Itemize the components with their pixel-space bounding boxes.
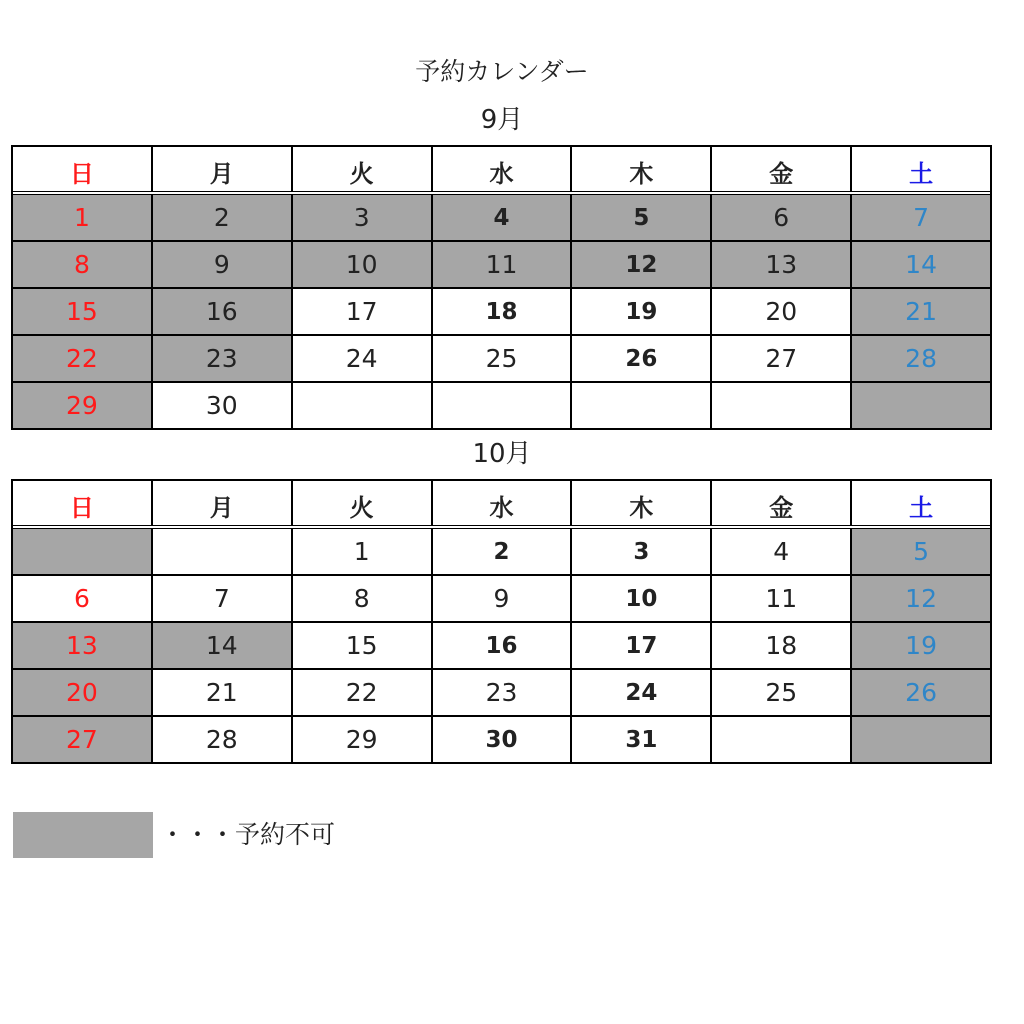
day-cell: 29 <box>291 717 431 762</box>
week-row <box>13 715 990 762</box>
month-label-october: 10月 <box>472 439 532 469</box>
empty-day-cell <box>291 383 431 428</box>
day-cell: 18 <box>710 623 850 668</box>
day-cell: 7 <box>850 195 990 240</box>
weekday-sat: 土 <box>850 481 990 525</box>
weekday-header <box>13 147 990 195</box>
weekday-tue: 火 <box>291 147 431 191</box>
empty-day-cell <box>710 383 850 428</box>
day-cell: 14 <box>151 623 291 668</box>
empty-day-cell <box>570 383 710 428</box>
week-row <box>13 195 990 240</box>
day-cell: 25 <box>431 336 571 381</box>
day-cell: 4 <box>710 529 850 574</box>
day-cell: 15 <box>13 289 151 334</box>
day-cell: 24 <box>291 336 431 381</box>
day-cell: 31 <box>570 717 710 762</box>
day-cell: 19 <box>570 289 710 334</box>
legend-unavailable-swatch <box>13 812 153 858</box>
week-row <box>13 381 990 428</box>
week-rows <box>13 195 990 428</box>
day-cell: 6 <box>73 584 90 613</box>
weekday-tue: 火 <box>291 481 431 525</box>
day-cell: 22 <box>13 336 151 381</box>
day-cell: 17 <box>570 623 710 668</box>
day-cell: 28 <box>850 336 990 381</box>
day-cell: 27 <box>710 336 850 381</box>
day-cell: 7 <box>151 576 291 621</box>
day-cell: 13 <box>13 623 151 668</box>
weekday-sat: 土 <box>850 147 990 191</box>
day-cell: 16 <box>431 623 571 668</box>
day-cell: 11 <box>710 576 850 621</box>
day-cell: 16 <box>151 289 291 334</box>
day-cell: 2 <box>431 529 571 574</box>
day-cell: 14 <box>850 242 990 287</box>
weekday-wed: 水 <box>431 147 571 191</box>
day-cell: 28 <box>151 717 291 762</box>
week-row <box>13 529 990 574</box>
week-row <box>13 334 990 381</box>
weekday-fri: 金 <box>710 147 850 191</box>
day-cell: 30 <box>151 383 291 428</box>
day-cell: 20 <box>13 670 151 715</box>
day-cell: 27 <box>13 717 151 762</box>
day-cell: 17 <box>291 289 431 334</box>
day-cell: 10 <box>291 242 431 287</box>
day-cell: 9 <box>151 242 291 287</box>
weekday-wed: 水 <box>431 481 571 525</box>
weekday-sun: 日 <box>69 159 94 188</box>
day-cell: 26 <box>850 670 990 715</box>
week-row <box>13 287 990 334</box>
day-cell: 8 <box>13 242 151 287</box>
weekday-mon: 月 <box>151 147 291 191</box>
week-row <box>13 574 990 621</box>
day-cell: 15 <box>291 623 431 668</box>
calendar-october <box>11 479 992 764</box>
weekday-thu: 木 <box>570 147 710 191</box>
day-cell: 23 <box>151 336 291 381</box>
calendar-september <box>11 145 992 430</box>
day-cell: 5 <box>570 195 710 240</box>
week-row <box>13 668 990 715</box>
day-cell: 12 <box>570 242 710 287</box>
legend-unavailable-text: ・・・予約不可 <box>160 820 336 849</box>
day-cell: 13 <box>710 242 850 287</box>
day-cell: 10 <box>570 576 710 621</box>
week-rows <box>13 529 990 762</box>
weekday-thu: 木 <box>570 481 710 525</box>
day-cell: 9 <box>431 576 571 621</box>
day-cell: 6 <box>710 195 850 240</box>
day-cell: 23 <box>431 670 571 715</box>
week-row <box>13 621 990 668</box>
empty-day-cell <box>850 383 990 428</box>
day-cell: 3 <box>570 529 710 574</box>
weekday-mon: 月 <box>151 481 291 525</box>
empty-day-cell <box>151 529 291 574</box>
day-cell: 12 <box>850 576 990 621</box>
day-cell: 8 <box>291 576 431 621</box>
day-cell: 11 <box>431 242 571 287</box>
weekday-header <box>13 481 990 529</box>
day-cell: 21 <box>850 289 990 334</box>
day-cell: 4 <box>431 195 571 240</box>
week-row <box>13 240 990 287</box>
weekday-fri: 金 <box>710 481 850 525</box>
empty-day-cell <box>431 383 571 428</box>
day-cell: 25 <box>710 670 850 715</box>
day-cell: 2 <box>151 195 291 240</box>
empty-day-cell <box>850 717 990 762</box>
day-cell: 1 <box>13 195 151 240</box>
page-title: 予約カレンダー <box>415 57 589 86</box>
day-cell: 24 <box>570 670 710 715</box>
month-label-september: 9月 <box>480 105 524 135</box>
day-cell: 26 <box>570 336 710 381</box>
empty-day-cell <box>710 717 850 762</box>
day-cell: 19 <box>850 623 990 668</box>
day-cell: 30 <box>431 717 571 762</box>
day-cell: 18 <box>431 289 571 334</box>
empty-day-cell <box>13 529 151 574</box>
day-cell: 3 <box>291 195 431 240</box>
weekday-sun: 日 <box>69 493 94 522</box>
day-cell: 29 <box>13 383 151 428</box>
day-cell: 20 <box>710 289 850 334</box>
day-cell: 22 <box>291 670 431 715</box>
day-cell: 5 <box>850 529 990 574</box>
day-cell: 1 <box>291 529 431 574</box>
day-cell: 21 <box>151 670 291 715</box>
